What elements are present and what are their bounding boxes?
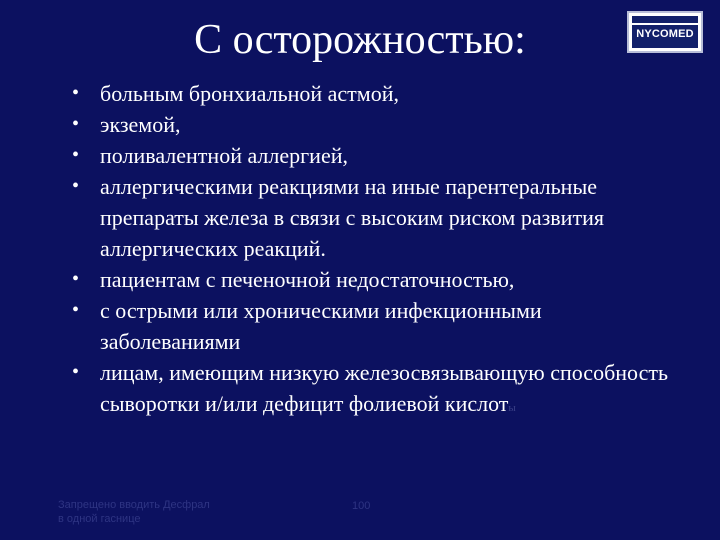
- bullet-dot-icon: •: [72, 175, 80, 197]
- bullet-dot-icon: •: [72, 144, 80, 166]
- bullet-dot-icon: •: [72, 299, 80, 321]
- nycomed-logo: [627, 11, 703, 53]
- bullet-text: аллергическими реакциями на иные парентеральные препараты железа в связи с высоким риском развития аллергических реакций.: [100, 174, 604, 261]
- logo-inner: [632, 16, 698, 48]
- page-number: 100: [352, 500, 371, 512]
- slide-title: С осторожностью:: [194, 17, 526, 63]
- bullet-text: с острыми или хроническими инфекционными заболеваниями: [100, 298, 542, 354]
- bullet-item: [68, 357, 668, 424]
- bullet-item: [68, 109, 668, 140]
- logo-stripe: [632, 23, 698, 25]
- bullet-text: больным бронхиальной астмой,: [100, 81, 399, 106]
- bullet-item: [68, 295, 668, 357]
- bullet-dot-icon: •: [72, 82, 80, 104]
- footer-note: Запрещено вводить Десфрал в одной гаснице: [58, 499, 210, 525]
- bullet-item: [68, 264, 668, 295]
- bullet-text: лицам, имеющим низкую железосвязывающую способность сыворотки и/или дефицит фолиевой кислот: [100, 360, 668, 416]
- bullet-dot-icon: •: [72, 361, 80, 383]
- bullet-text: экземой,: [100, 112, 181, 137]
- bullet-item: [68, 140, 668, 171]
- bullet-text: поливалентной аллергией,: [100, 143, 348, 168]
- bullet-item: [68, 78, 668, 109]
- bullet-text-tail: ы: [508, 402, 516, 414]
- bullet-item: [68, 171, 668, 264]
- bullet-text: пациентам с печеночной недостаточностью,: [100, 267, 515, 292]
- bullet-dot-icon: •: [72, 268, 80, 290]
- logo-text: NYCOMED: [636, 28, 694, 40]
- bullet-dot-icon: •: [72, 113, 80, 135]
- bullet-list: [68, 78, 668, 424]
